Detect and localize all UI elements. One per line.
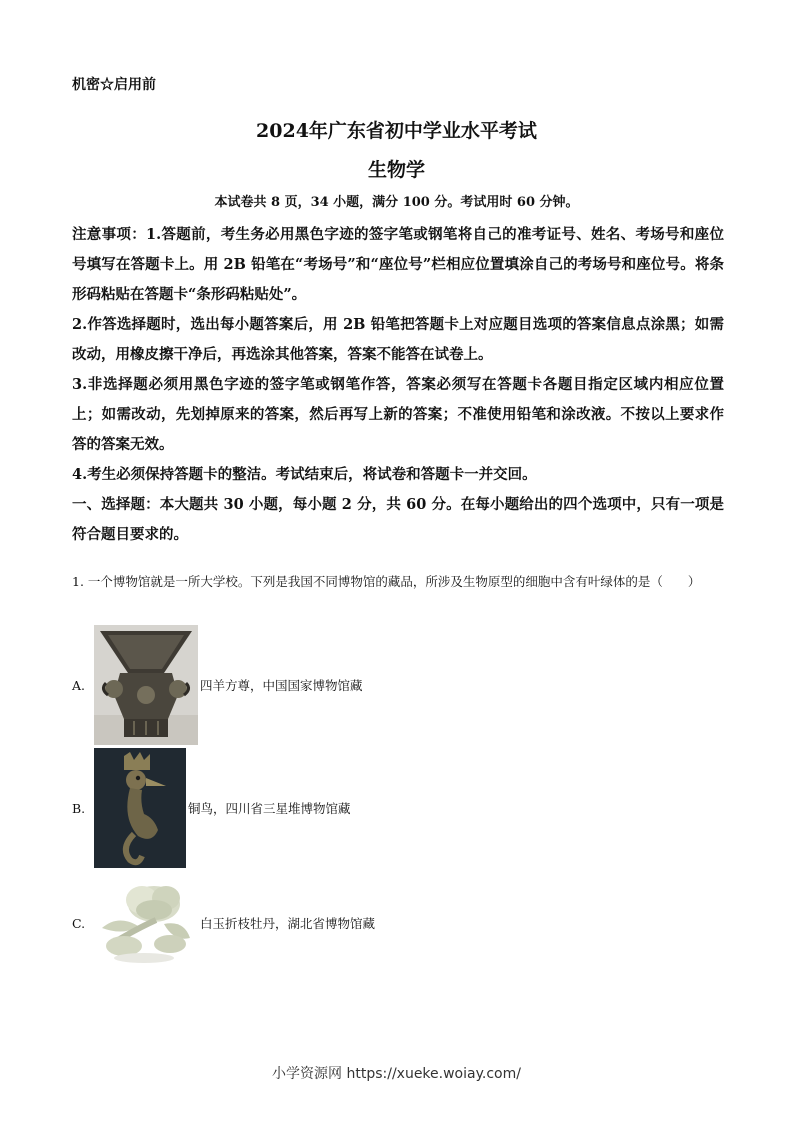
option-b-caption: 铜鸟，四川省三星堆博物馆藏 <box>188 801 351 816</box>
notes-section <box>72 220 724 550</box>
option-c-caption: 白玉折枝牡丹，湖北省博物馆藏 <box>200 916 376 931</box>
footer-watermark: 小学资源网 https://xueke.woiay.com/ <box>272 1066 521 1082</box>
exam-title: 2024年广东省初中学业水平考试 <box>256 120 537 142</box>
four-ram-zun-image <box>94 625 198 745</box>
note-3: 3.非选择题必须用黑色字迹的签字笔或钢笔作答，答案必须写在答题卡各题目指定区域内相应位置上；如需改动，先划掉原来的答案，然后再写上新的答案；不准使用铅笔和涂改液。不按以上要求作答的答案无效。 <box>72 376 724 453</box>
option-c-letter: C. <box>72 915 86 931</box>
option-a-letter: A. <box>72 677 86 693</box>
note-2: 2.作答选择题时，选出每小题答案后，用 2B 铅笔把答题卡上对应题目选项的答案信息点涂黑；如需改动，用橡皮擦干净后，再选涂其他答案，答案不能答在试卷上。 <box>72 316 724 363</box>
option-a <box>72 625 363 745</box>
option-b-letter: B. <box>72 800 86 816</box>
option-c <box>72 876 375 970</box>
subject-title: 生物学 <box>367 159 425 181</box>
option-b <box>72 748 351 868</box>
question-1-stem: 1. 一个博物馆就是一所大学校。下列是我国不同博物馆的藏品，所涉及生物原型的细胞中含有叶绿体的是（ ） <box>72 574 701 589</box>
white-jade-peony-image <box>94 876 198 970</box>
bronze-bird-image <box>94 748 186 868</box>
option-a-caption: 四羊方尊，中国国家博物馆藏 <box>200 678 363 693</box>
note-4: 4.考生必须保持答题卡的整洁。考试结束后，将试卷和答题卡一并交回。 <box>72 466 537 483</box>
exam-summary: 本试卷共 8 页，34 小题，满分 100 分。考试用时 60 分钟。 <box>214 195 579 210</box>
secret-mark: 机密☆启用前 <box>72 77 156 93</box>
note-1: 注意事项：1.答题前，考生务必用黑色字迹的签字笔或钢笔将自己的准考证号、姓名、考场号和座位号填写在答题卡上。用 2B 铅笔在“考场号”和“座位号”栏相应位置填涂自己的考场号和座位号。将条形码粘贴在答题卡“条形码粘贴处”。 <box>72 226 724 303</box>
section-one-heading: 一、选择题：本大题共 30 小题，每小题 2 分，共 60 分。在每小题给出的四个选项中，只有一项是符合题目要求的。 <box>72 496 724 543</box>
